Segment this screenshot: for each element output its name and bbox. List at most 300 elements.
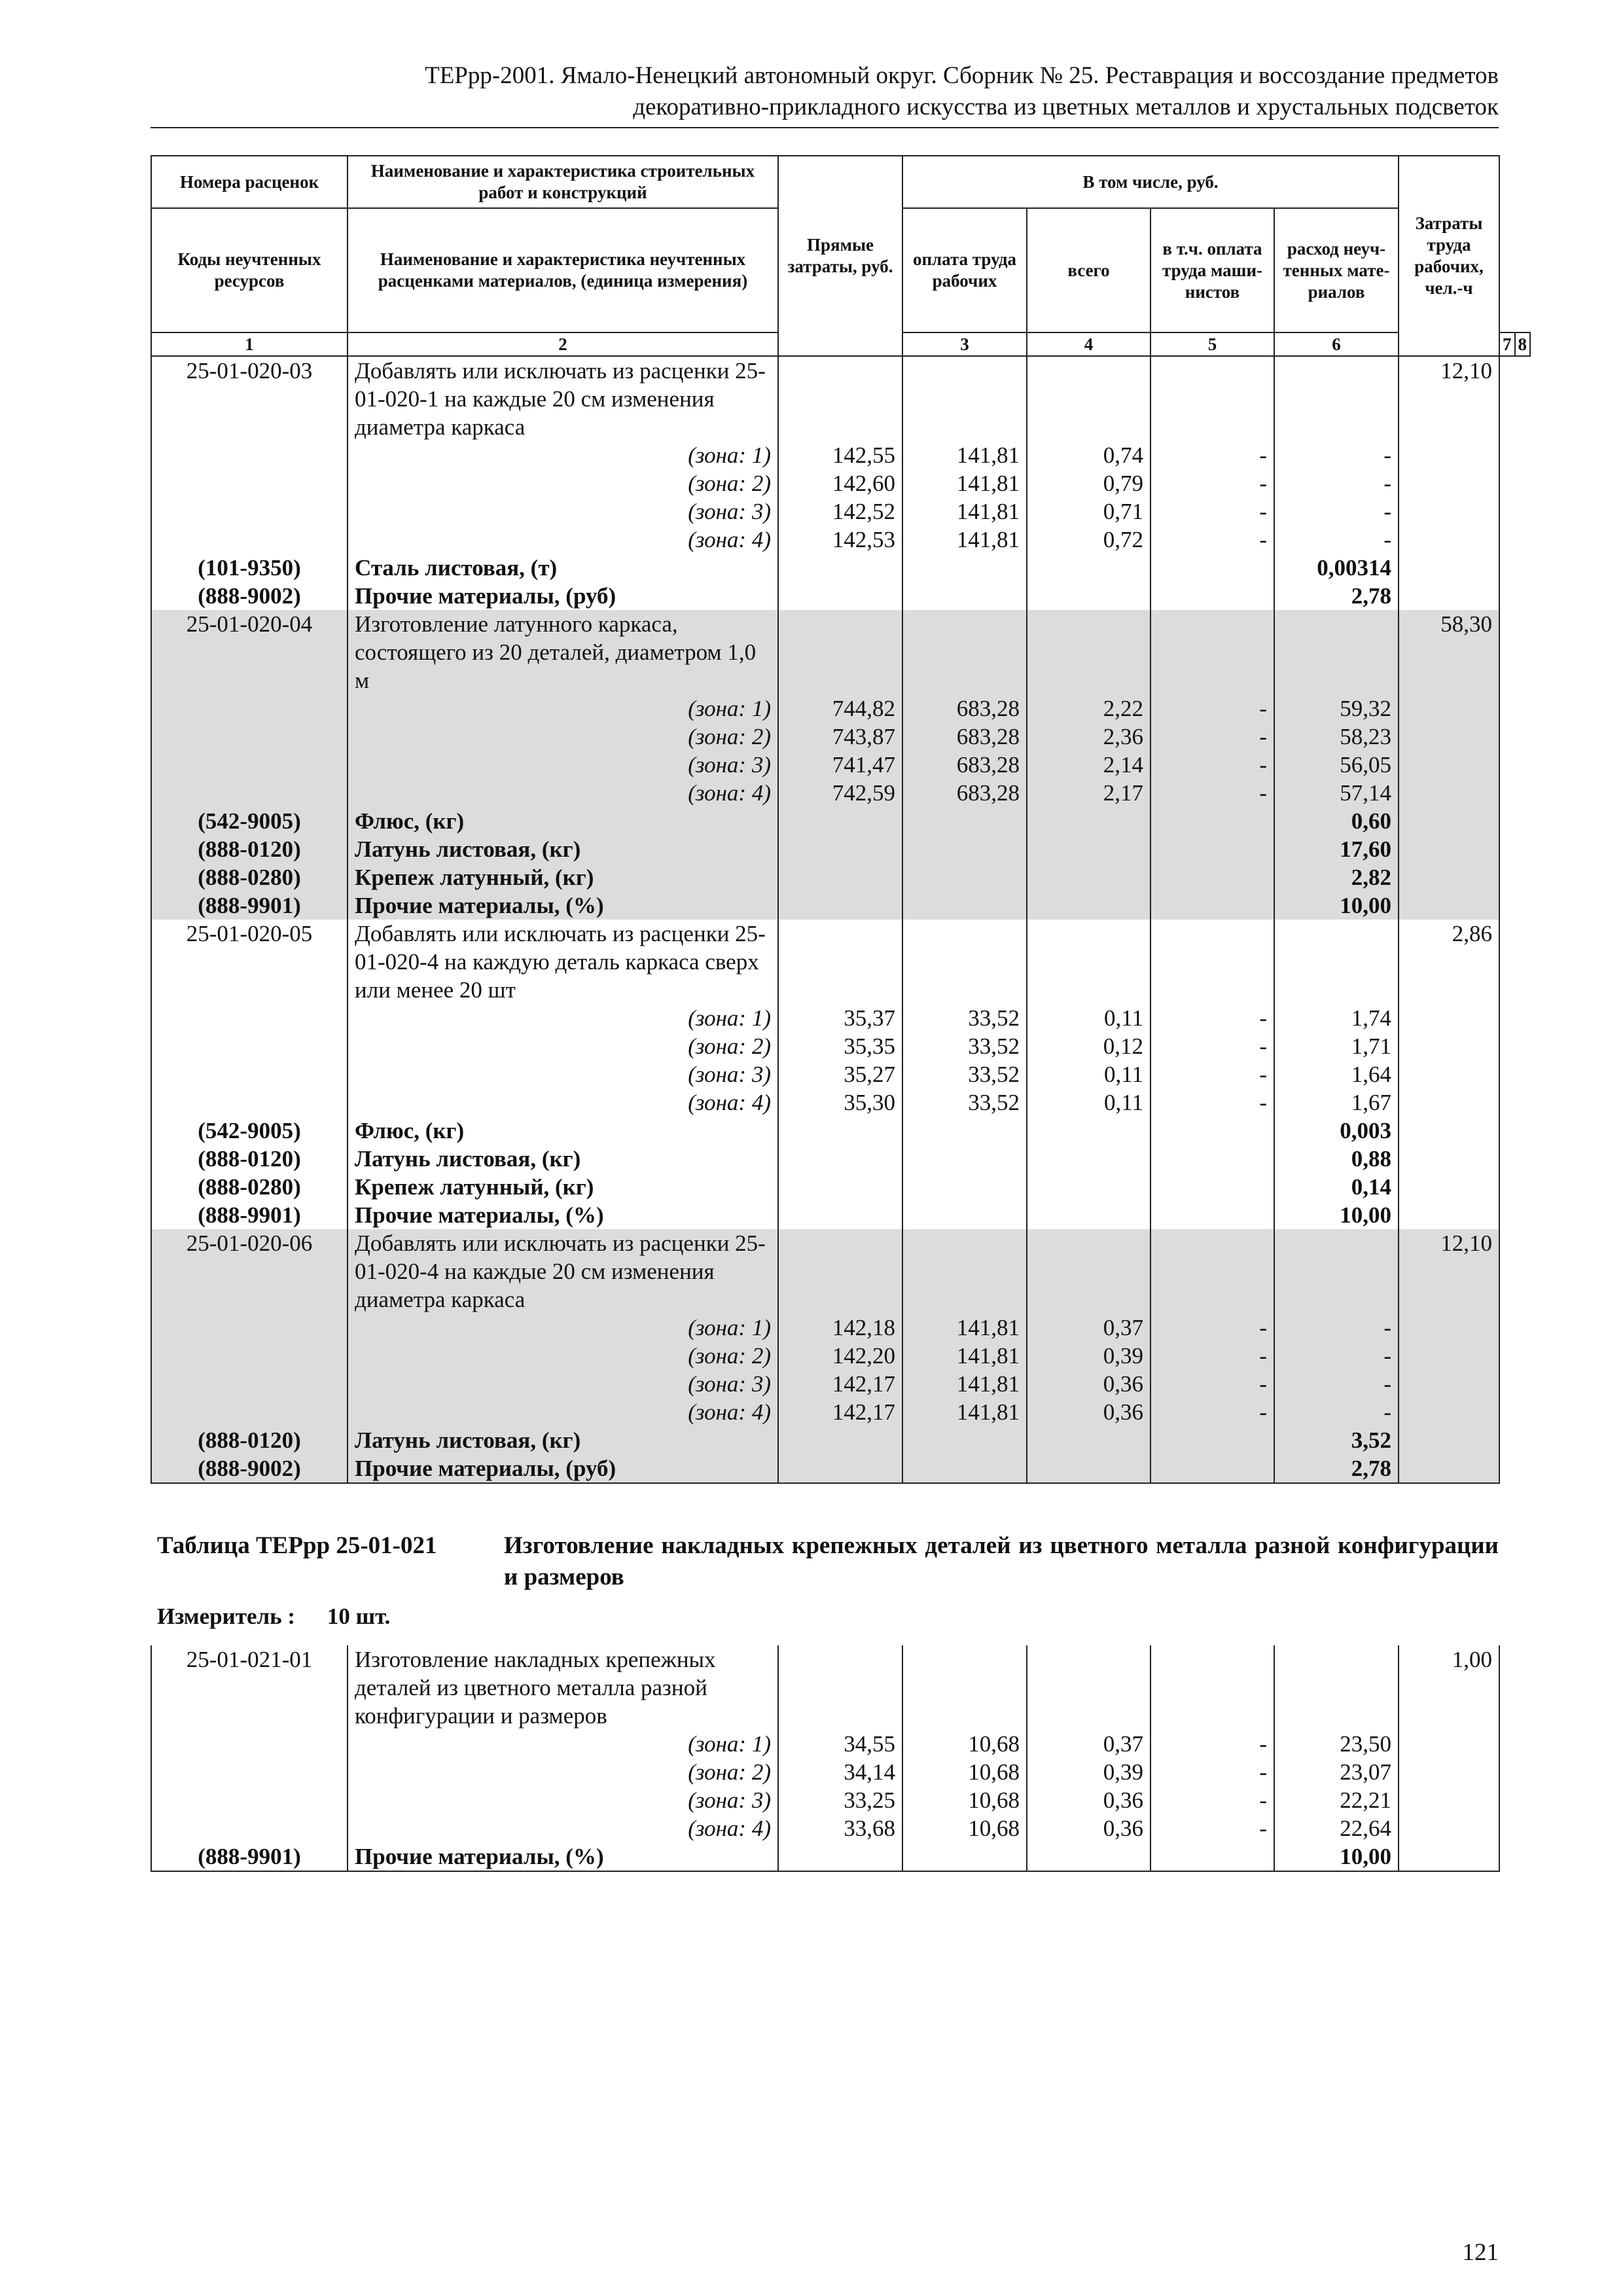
direct-cost: [778, 610, 902, 694]
material-quantity: 0,60: [1274, 807, 1399, 835]
material-quantity: 10,00: [1274, 1201, 1399, 1229]
worker-pay: 141,81: [902, 1342, 1027, 1370]
labor-cost: [1399, 1004, 1499, 1032]
worker-pay: 33,52: [902, 1032, 1027, 1060]
worker-pay: [902, 1842, 1027, 1871]
zone-row: [151, 1786, 1499, 1814]
machines-total: [1027, 1229, 1150, 1314]
direct-cost: 35,37: [778, 1004, 902, 1032]
col-number: 2: [348, 332, 778, 356]
material-name: Прочие материалы, (%): [348, 891, 778, 920]
machines-total: [1027, 1426, 1150, 1454]
direct-cost: [778, 835, 902, 863]
rate-code-empty: [151, 1814, 348, 1842]
machinist-pay: -: [1150, 469, 1274, 497]
material-name: Прочие материалы, (%): [348, 1842, 778, 1871]
worker-pay: [902, 863, 1027, 891]
worker-pay: [902, 835, 1027, 863]
labor-cost: [1399, 1145, 1499, 1173]
material-code: (542-9005): [151, 807, 348, 835]
rate-row: [151, 1645, 1499, 1730]
direct-cost: [778, 920, 902, 1004]
machines-total: [1027, 356, 1150, 441]
table-number: Таблица ТЕРрр 25-01-021: [157, 1532, 437, 1559]
labor-cost: [1399, 582, 1499, 610]
worker-pay: 683,28: [902, 779, 1027, 807]
machines-total: [1027, 891, 1150, 920]
machinist-pay: [1150, 582, 1274, 610]
direct-cost: [778, 356, 902, 441]
col-number: 6: [1274, 332, 1399, 356]
materials-cost: 23,50: [1274, 1730, 1399, 1758]
machinist-pay: -: [1150, 1088, 1274, 1117]
running-header: [151, 60, 1499, 128]
direct-cost: 142,52: [778, 497, 902, 526]
worker-pay: [902, 1229, 1027, 1314]
zone-row: [151, 497, 1530, 526]
rate-code-empty: [151, 1370, 348, 1398]
materials-cost: [1274, 610, 1399, 694]
materials-cost: 58,23: [1274, 723, 1399, 751]
col8-header: Затраты труда рабочих, чел.-ч: [1399, 156, 1499, 356]
materials-cost: 1,74: [1274, 1004, 1399, 1032]
labor-cost: [1399, 554, 1499, 582]
machines-total: 0,11: [1027, 1004, 1150, 1032]
machines-total: [1027, 863, 1150, 891]
material-code: (888-9901): [151, 1842, 348, 1871]
materials-cost: 57,14: [1274, 779, 1399, 807]
machines-total: 0,79: [1027, 469, 1150, 497]
materials-cost: -: [1274, 441, 1399, 469]
zone-row: [151, 1758, 1499, 1786]
machines-total: 0,72: [1027, 526, 1150, 554]
header-line-2: декоративно-прикладного искусства из цветных металлов и хрустальных подсветок: [633, 94, 1499, 120]
rate-code-empty: [151, 779, 348, 807]
machines-total: [1027, 582, 1150, 610]
material-code: (888-0120): [151, 1145, 348, 1173]
worker-pay: 141,81: [902, 1314, 1027, 1342]
zone-row: [151, 779, 1530, 807]
rate-code-empty: [151, 1730, 348, 1758]
zone-label: (зона: 3): [348, 1370, 778, 1398]
materials-cost: [1274, 1229, 1399, 1314]
zone-row: [151, 1004, 1530, 1032]
machinist-pay: -: [1150, 1314, 1274, 1342]
labor-cost: [1399, 1426, 1499, 1454]
material-quantity: 0,88: [1274, 1145, 1399, 1173]
zone-label: (зона: 2): [348, 1342, 778, 1370]
direct-cost: 34,55: [778, 1730, 902, 1758]
machines-total: 0,37: [1027, 1730, 1150, 1758]
machinist-pay: -: [1150, 526, 1274, 554]
labor-cost: [1399, 1786, 1499, 1814]
machinist-pay: -: [1150, 1814, 1274, 1842]
col6-header: в т.ч. оплата труда маши-нистов: [1150, 208, 1274, 332]
materials-cost: 23,07: [1274, 1758, 1399, 1786]
rate-description: Изготовление латунного каркаса, состоящего из 20 деталей, диаметром 1,0 м: [348, 610, 778, 694]
material-row: [151, 863, 1530, 891]
materials-cost: [1274, 920, 1399, 1004]
col-number: 7: [1499, 332, 1515, 356]
material-quantity: 2,78: [1274, 1454, 1399, 1483]
labor-cost: [1399, 1117, 1499, 1145]
machinist-pay: [1150, 863, 1274, 891]
col7-header: расход неуч-тенных мате-риалов: [1274, 208, 1399, 332]
direct-cost: 142,17: [778, 1370, 902, 1398]
zone-row: [151, 1060, 1530, 1088]
zone-label: (зона: 4): [348, 526, 778, 554]
worker-pay: 141,81: [902, 441, 1027, 469]
materials-cost: -: [1274, 1370, 1399, 1398]
direct-cost: 744,82: [778, 694, 902, 723]
measure-unit: [157, 1602, 416, 1631]
rate-row: [151, 356, 1530, 441]
labor-cost: [1399, 779, 1499, 807]
col3-header: Прямые затраты, руб.: [778, 156, 902, 356]
rate-code-empty: [151, 1088, 348, 1117]
machines-total: 0,36: [1027, 1814, 1150, 1842]
materials-cost: -: [1274, 1314, 1399, 1342]
rate-code: 25-01-020-03: [151, 356, 348, 441]
materials-cost: -: [1274, 526, 1399, 554]
worker-pay: 33,52: [902, 1004, 1027, 1032]
direct-cost: 142,18: [778, 1314, 902, 1342]
material-code: (888-0120): [151, 835, 348, 863]
labor-cost: [1399, 1314, 1499, 1342]
rates-table-2-body: [151, 1645, 1499, 1871]
zone-label: (зона: 1): [348, 1730, 778, 1758]
rate-code-empty: [151, 1786, 348, 1814]
rates-table: [151, 155, 1531, 1484]
worker-pay: 10,68: [902, 1758, 1027, 1786]
machinist-pay: [1150, 1145, 1274, 1173]
direct-cost: [778, 891, 902, 920]
worker-pay: 33,52: [902, 1060, 1027, 1088]
zone-row: [151, 751, 1530, 779]
zone-label: (зона: 3): [348, 1060, 778, 1088]
material-name: Латунь листовая, (кг): [348, 1426, 778, 1454]
worker-pay: [902, 1201, 1027, 1229]
machinist-pay: [1150, 1842, 1274, 1871]
direct-cost: 34,14: [778, 1758, 902, 1786]
machinist-pay: -: [1150, 751, 1274, 779]
material-quantity: 0,14: [1274, 1173, 1399, 1201]
machines-total: 0,36: [1027, 1786, 1150, 1814]
labor-cost: [1399, 1730, 1499, 1758]
machinist-pay: -: [1150, 1786, 1274, 1814]
direct-cost: 142,55: [778, 441, 902, 469]
machinist-pay: [1150, 1454, 1274, 1483]
rates-table-2: [151, 1645, 1500, 1872]
rate-code-empty: [151, 1398, 348, 1426]
labor-cost: [1399, 891, 1499, 920]
worker-pay: 10,68: [902, 1814, 1027, 1842]
labor-cost: [1399, 1173, 1499, 1201]
direct-cost: [778, 807, 902, 835]
material-quantity: 3,52: [1274, 1426, 1399, 1454]
material-code: (888-0280): [151, 1173, 348, 1201]
worker-pay: 10,68: [902, 1786, 1027, 1814]
machines-total: 0,11: [1027, 1060, 1150, 1088]
direct-cost: 35,27: [778, 1060, 902, 1088]
machinist-pay: [1150, 891, 1274, 920]
zone-row: [151, 1032, 1530, 1060]
labor-cost: [1399, 1370, 1499, 1398]
machinist-pay: [1150, 920, 1274, 1004]
material-quantity: 0,003: [1274, 1117, 1399, 1145]
col-number: 1: [151, 332, 348, 356]
material-name: Прочие материалы, (руб): [348, 582, 778, 610]
machines-total: 0,36: [1027, 1398, 1150, 1426]
labor-cost: [1399, 1201, 1499, 1229]
rate-row: [151, 920, 1530, 1004]
material-row: [151, 582, 1530, 610]
material-row: [151, 807, 1530, 835]
zone-label: (зона: 3): [348, 1786, 778, 1814]
labor-cost: 1,00: [1399, 1645, 1499, 1730]
direct-cost: 142,17: [778, 1398, 902, 1426]
col-number: 8: [1515, 332, 1531, 356]
machinist-pay: -: [1150, 694, 1274, 723]
worker-pay: [902, 1426, 1027, 1454]
worker-pay: [902, 807, 1027, 835]
material-name: Флюс, (кг): [348, 807, 778, 835]
machinist-pay: [1150, 1201, 1274, 1229]
rate-code-empty: [151, 1342, 348, 1370]
labor-cost: [1399, 1060, 1499, 1088]
machines-total: [1027, 1117, 1150, 1145]
zone-row: [151, 1730, 1499, 1758]
material-row: [151, 1145, 1530, 1173]
direct-cost: 142,53: [778, 526, 902, 554]
material-row: [151, 554, 1530, 582]
machines-total: [1027, 920, 1150, 1004]
rate-row: [151, 1229, 1530, 1314]
zone-row: [151, 1370, 1530, 1398]
machinist-pay: -: [1150, 779, 1274, 807]
zone-row: [151, 1398, 1530, 1426]
worker-pay: [902, 1454, 1027, 1483]
direct-cost: 35,35: [778, 1032, 902, 1060]
machinist-pay: [1150, 1117, 1274, 1145]
rate-code-empty: [151, 1758, 348, 1786]
material-name: Сталь листовая, (т): [348, 554, 778, 582]
machines-total: 0,11: [1027, 1088, 1150, 1117]
direct-cost: [778, 1145, 902, 1173]
col2-bottom-header: Наименование и характеристика неучтенных расценками материалов, (единица измерения): [348, 208, 778, 332]
machinist-pay: [1150, 835, 1274, 863]
zone-label: (зона: 4): [348, 1398, 778, 1426]
material-name: Прочие материалы, (%): [348, 1201, 778, 1229]
machinist-pay: -: [1150, 1758, 1274, 1786]
labor-cost: [1399, 751, 1499, 779]
machinist-pay: [1150, 610, 1274, 694]
worker-pay: [902, 610, 1027, 694]
col-number: 5: [1150, 332, 1274, 356]
direct-cost: [778, 1426, 902, 1454]
direct-cost: 33,25: [778, 1786, 902, 1814]
worker-pay: 141,81: [902, 526, 1027, 554]
zone-label: (зона: 1): [348, 1314, 778, 1342]
header-line-1: ТЕРрр-2001. Ямало-Ненецкий автономный округ. Сборник № 25. Реставрация и воссоздание предметов: [425, 62, 1499, 89]
zone-label: (зона: 2): [348, 1758, 778, 1786]
worker-pay: [902, 554, 1027, 582]
direct-cost: 142,20: [778, 1342, 902, 1370]
material-quantity: 2,82: [1274, 863, 1399, 891]
labor-cost: [1399, 1342, 1499, 1370]
labor-cost: [1399, 526, 1499, 554]
rate-code-empty: [151, 469, 348, 497]
machinist-pay: [1150, 807, 1274, 835]
rate-code-empty: [151, 441, 348, 469]
rate-description: Добавлять или исключать из расценки 25-01-020-4 на каждую деталь каркаса сверх или менее 20 шт: [348, 920, 778, 1004]
rate-code-empty: [151, 751, 348, 779]
machinist-pay: [1150, 1229, 1274, 1314]
machinist-pay: -: [1150, 441, 1274, 469]
labor-cost: [1399, 1842, 1499, 1871]
zone-row: [151, 723, 1530, 751]
zone-row: [151, 526, 1530, 554]
material-quantity: 17,60: [1274, 835, 1399, 863]
zone-row: [151, 469, 1530, 497]
worker-pay: [902, 582, 1027, 610]
machinist-pay: [1150, 1173, 1274, 1201]
rate-code-empty: [151, 497, 348, 526]
materials-cost: 59,32: [1274, 694, 1399, 723]
material-name: Латунь листовая, (кг): [348, 835, 778, 863]
direct-cost: [778, 1201, 902, 1229]
materials-cost: 1,67: [1274, 1088, 1399, 1117]
labor-cost: [1399, 863, 1499, 891]
direct-cost: 142,60: [778, 469, 902, 497]
zone-label: (зона: 2): [348, 1032, 778, 1060]
direct-cost: 35,30: [778, 1088, 902, 1117]
material-code: (542-9005): [151, 1117, 348, 1145]
machines-total: [1027, 1645, 1150, 1730]
worker-pay: 33,52: [902, 1088, 1027, 1117]
worker-pay: [902, 920, 1027, 1004]
labor-cost: [1399, 497, 1499, 526]
material-row: [151, 1173, 1530, 1201]
worker-pay: 683,28: [902, 751, 1027, 779]
labor-cost: [1399, 441, 1499, 469]
material-quantity: 2,78: [1274, 582, 1399, 610]
rate-code: 25-01-021-01: [151, 1645, 348, 1730]
direct-cost: 742,59: [778, 779, 902, 807]
labor-cost: [1399, 835, 1499, 863]
col4-header: оплата труда рабочих: [902, 208, 1027, 332]
material-quantity: 10,00: [1274, 1842, 1399, 1871]
direct-cost: [778, 1645, 902, 1730]
material-name: Латунь листовая, (кг): [348, 1145, 778, 1173]
zone-row: [151, 441, 1530, 469]
material-name: Флюс, (кг): [348, 1117, 778, 1145]
rate-code-empty: [151, 1314, 348, 1342]
zone-label: (зона: 2): [348, 469, 778, 497]
worker-pay: 683,28: [902, 723, 1027, 751]
zone-label: (зона: 4): [348, 779, 778, 807]
direct-cost: [778, 863, 902, 891]
machines-total: 0,37: [1027, 1314, 1150, 1342]
in-total-header: В том числе, руб.: [902, 156, 1399, 208]
machines-total: [1027, 835, 1150, 863]
page-number: 121: [1462, 2239, 1499, 2266]
materials-cost: -: [1274, 497, 1399, 526]
machines-total: 0,71: [1027, 497, 1150, 526]
material-row: [151, 1454, 1530, 1483]
machinist-pay: -: [1150, 497, 1274, 526]
col-number: 4: [1027, 332, 1150, 356]
machinist-pay: -: [1150, 1342, 1274, 1370]
material-row: [151, 835, 1530, 863]
machines-total: [1027, 1145, 1150, 1173]
worker-pay: [902, 1117, 1027, 1145]
materials-cost: 1,64: [1274, 1060, 1399, 1088]
rate-code-empty: [151, 526, 348, 554]
zone-label: (зона: 1): [348, 441, 778, 469]
material-code: (888-9002): [151, 582, 348, 610]
material-row: [151, 1117, 1530, 1145]
rate-code: 25-01-020-04: [151, 610, 348, 694]
materials-cost: [1274, 1645, 1399, 1730]
worker-pay: [902, 1645, 1027, 1730]
machines-total: 2,14: [1027, 751, 1150, 779]
machines-total: 0,39: [1027, 1758, 1150, 1786]
labor-cost: 2,86: [1399, 920, 1499, 1004]
materials-cost: 22,21: [1274, 1786, 1399, 1814]
col1-bottom-header: Коды неучтенных ресурсов: [151, 208, 348, 332]
machines-total: [1027, 1201, 1150, 1229]
direct-cost: 741,47: [778, 751, 902, 779]
labor-cost: [1399, 1398, 1499, 1426]
col2-top-header: Наименование и характеристика строительных работ и конструкций: [348, 156, 778, 208]
machinist-pay: -: [1150, 1398, 1274, 1426]
direct-cost: [778, 1842, 902, 1871]
zone-label: (зона: 1): [348, 1004, 778, 1032]
worker-pay: 141,81: [902, 1370, 1027, 1398]
machinist-pay: -: [1150, 1032, 1274, 1060]
worker-pay: [902, 1145, 1027, 1173]
zone-row: [151, 1814, 1499, 1842]
zone-label: (зона: 4): [348, 1814, 778, 1842]
labor-cost: 58,30: [1399, 610, 1499, 694]
zone-row: [151, 1342, 1530, 1370]
worker-pay: [902, 1173, 1027, 1201]
machinist-pay: [1150, 356, 1274, 441]
machinist-pay: -: [1150, 1730, 1274, 1758]
worker-pay: [902, 891, 1027, 920]
zone-row: [151, 1088, 1530, 1117]
machines-total: 0,12: [1027, 1032, 1150, 1060]
machinist-pay: -: [1150, 1004, 1274, 1032]
machines-total: 2,17: [1027, 779, 1150, 807]
direct-cost: [778, 582, 902, 610]
rate-code-empty: [151, 723, 348, 751]
machines-total: [1027, 1842, 1150, 1871]
col5-header: всего: [1027, 208, 1150, 332]
material-row: [151, 1426, 1530, 1454]
material-code: (888-9901): [151, 891, 348, 920]
machinist-pay: [1150, 1426, 1274, 1454]
rate-code-empty: [151, 1032, 348, 1060]
material-code: (888-9002): [151, 1454, 348, 1483]
zone-row: [151, 1314, 1530, 1342]
labor-cost: [1399, 1758, 1499, 1786]
machines-total: 2,36: [1027, 723, 1150, 751]
worker-pay: 141,81: [902, 1398, 1027, 1426]
col1-top-header: Номера расценок: [151, 156, 348, 208]
machines-total: [1027, 554, 1150, 582]
